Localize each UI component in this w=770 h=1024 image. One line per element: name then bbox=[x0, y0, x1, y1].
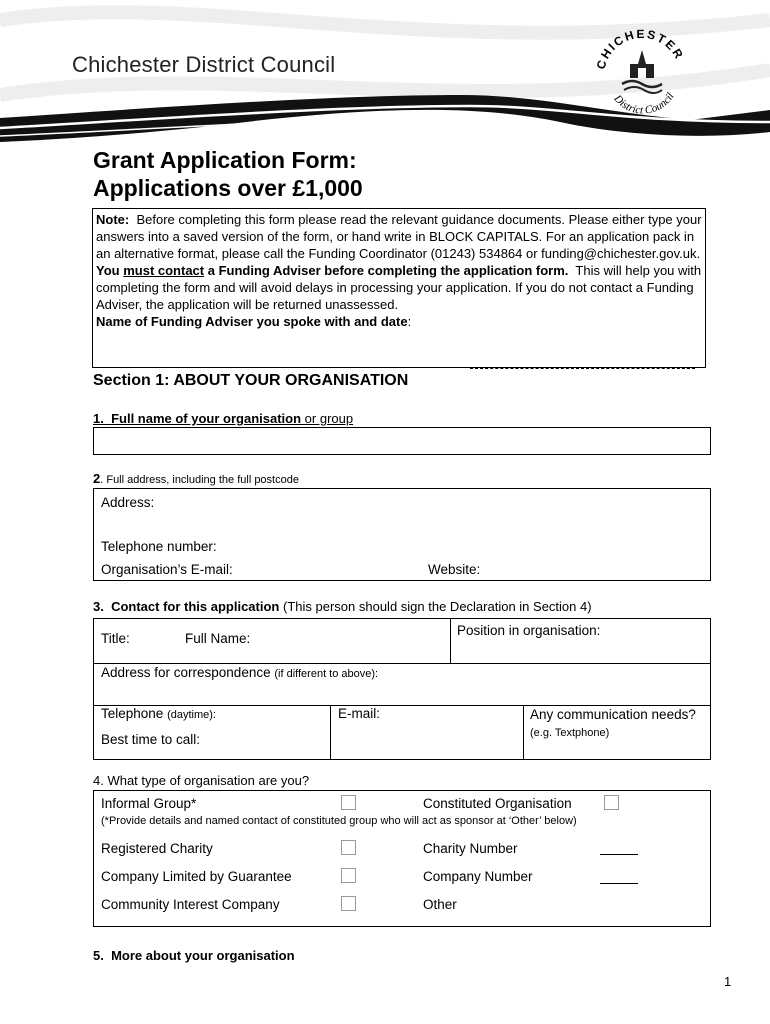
correspondence-note: (if different to above): bbox=[274, 668, 379, 680]
cathedral-icon bbox=[622, 50, 662, 93]
address-label: Address: bbox=[101, 495, 155, 510]
title-line-1: Grant Application Form: bbox=[93, 147, 357, 173]
adviser-colon: : bbox=[407, 314, 412, 329]
informal-group-note: (*Provide details and named contact of constituted group who will act as sponsor at ‘Other’ below) bbox=[101, 815, 577, 827]
charity-number-label: Charity Number bbox=[423, 841, 518, 856]
contact-telephone-field[interactable] bbox=[101, 706, 216, 721]
q5-label bbox=[93, 948, 295, 963]
contact-title-field[interactable]: Title: bbox=[101, 631, 130, 646]
correspondence-label: Address for correspondence bbox=[101, 665, 271, 680]
council-logo bbox=[594, 28, 690, 120]
q5-number: 5. bbox=[93, 948, 104, 963]
svg-text:CHICHESTER: CHICHESTER bbox=[594, 28, 687, 71]
q1-label bbox=[93, 411, 353, 426]
company-guarantee-checkbox[interactable] bbox=[341, 868, 356, 883]
svg-text:District Council: District Council bbox=[611, 90, 677, 117]
informal-group-label: Informal Group* bbox=[101, 796, 197, 811]
best-time-field[interactable]: Best time to call: bbox=[101, 732, 201, 747]
q2-label bbox=[93, 471, 299, 486]
note-text: Before completing this form please read the relevant guidance documents. Please either type your answers into a saved version of the form, or hand write in BLOCK CAPITALS. For an application pack in an alternative format, please call the Funding Coordinator (01243) 534864 or funding@chichester.gov.uk. bbox=[96, 212, 702, 261]
correspondence-address-field[interactable] bbox=[101, 665, 378, 680]
informal-group-checkbox[interactable] bbox=[341, 795, 356, 810]
comm-needs-note: (e.g. Textphone) bbox=[530, 727, 610, 739]
q1-label-rest: or group bbox=[304, 411, 354, 426]
org-email-label: Organisation’s E-mail: bbox=[101, 562, 233, 577]
adviser-answer-line[interactable] bbox=[470, 368, 695, 369]
constituted-org-checkbox[interactable] bbox=[604, 795, 619, 810]
position-field[interactable]: Position in organisation: bbox=[457, 623, 601, 638]
note-label: Note: bbox=[96, 212, 130, 227]
community-interest-checkbox[interactable] bbox=[341, 896, 356, 911]
q2-number: 2 bbox=[93, 471, 101, 486]
q3-number: 3. bbox=[93, 599, 104, 614]
registered-charity-checkbox[interactable] bbox=[341, 840, 356, 855]
q3-label-bold: Contact for this application bbox=[111, 599, 280, 614]
constituted-org-label: Constituted Organisation bbox=[423, 796, 572, 811]
q5-label-text: More about your organisation bbox=[111, 948, 295, 963]
note-box bbox=[92, 208, 706, 368]
contact-full-name-field[interactable]: Full Name: bbox=[185, 631, 251, 646]
website-label: Website: bbox=[428, 562, 481, 577]
council-name: Chichester District Council bbox=[72, 52, 336, 77]
q1-label-bold: Full name of your organisation bbox=[111, 411, 302, 426]
section-1-title: Section 1: ABOUT YOUR ORGANISATION bbox=[93, 372, 409, 389]
q3-label-rest: (This person should sign the Declaration in Section 4) bbox=[283, 599, 592, 614]
comm-needs-label: Any communication needs? bbox=[530, 707, 696, 722]
divider bbox=[330, 705, 331, 760]
divider bbox=[523, 705, 524, 760]
contact-text: This will help you with completing the form and will avoid delays in processing your application. If you do not contact a Funding Adviser, the application will be returned unassessed. bbox=[96, 263, 702, 312]
q3-label bbox=[93, 599, 592, 614]
charity-number-field[interactable] bbox=[600, 842, 638, 855]
page-number: 1 bbox=[724, 974, 732, 989]
divider bbox=[93, 663, 711, 664]
contact-bold: a Funding Adviser before completing the application form. bbox=[207, 263, 569, 278]
company-number-label: Company Number bbox=[423, 869, 533, 884]
registered-charity-label: Registered Charity bbox=[101, 841, 213, 856]
q1-number: 1. bbox=[93, 411, 104, 426]
page-title bbox=[93, 146, 363, 202]
telephone-label: Telephone bbox=[101, 706, 164, 721]
telephone-note: (daytime): bbox=[167, 709, 216, 721]
contact-email-field[interactable]: E-mail: bbox=[338, 706, 381, 721]
divider bbox=[450, 618, 451, 664]
contact-you: You bbox=[96, 263, 120, 278]
q4-label: 4. What type of organisation are you? bbox=[93, 773, 310, 788]
telephone-label: Telephone number: bbox=[101, 539, 217, 554]
other-label: Other bbox=[423, 897, 457, 912]
adviser-label: Name of Funding Adviser you spoke with and date bbox=[96, 314, 408, 329]
company-number-field[interactable] bbox=[600, 871, 638, 884]
contact-must: must contact bbox=[123, 263, 205, 278]
community-interest-label: Community Interest Company bbox=[101, 897, 280, 912]
company-guarantee-label: Company Limited by Guarantee bbox=[101, 869, 292, 884]
organisation-name-field[interactable] bbox=[93, 427, 711, 455]
q2-label-text: . Full address, including the full postcode bbox=[100, 474, 299, 486]
title-line-2: Applications over £1,000 bbox=[93, 175, 363, 201]
communication-needs-field[interactable] bbox=[530, 706, 705, 742]
